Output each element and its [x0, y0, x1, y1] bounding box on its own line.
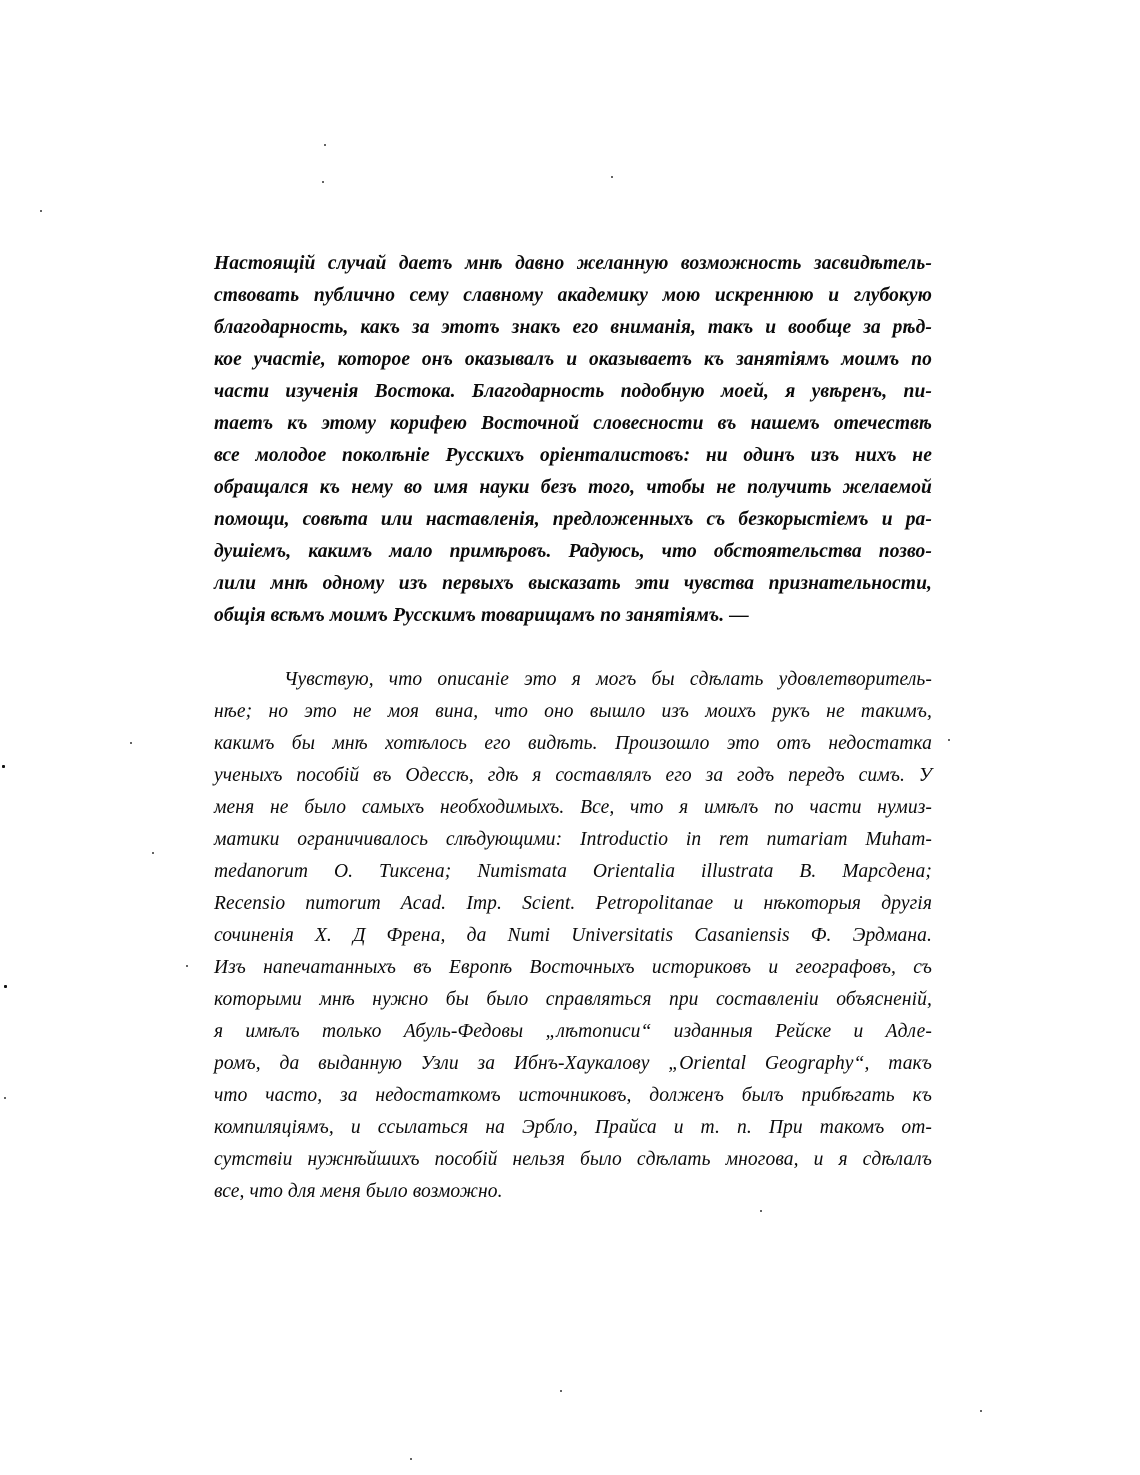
text-line: какимъ бы мнѣ хотѣлось его видѣть. Произошло это отъ недостатка [214, 733, 932, 754]
text-line: помощи, совѣта или наставленія, предложенныхъ съ безкорыстіемъ и ра- [214, 509, 932, 530]
scan-speck [760, 1210, 762, 1212]
text-line: лили мнѣ одному изъ первыхъ высказать эти чувства признательности, [214, 573, 932, 594]
paragraph-acknowledgement [214, 248, 932, 632]
scan-speck [980, 1410, 982, 1412]
text-line: Настоящій случай даетъ мнѣ давно желанную возможность засвидѣтель- [214, 253, 932, 274]
text-line: все, что для меня было возможно. [214, 1181, 503, 1202]
text-line: Изъ напечатанныхъ въ Европѣ Восточныхъ историковъ и географовъ, съ [214, 957, 932, 978]
text-line: все молодое поколѣніе Русскихъ оріенталистовъ: ни одинъ изъ нихъ не [214, 445, 932, 466]
text-line: ученыхъ пособій въ Одессѣ, гдѣ я составлялъ его за годъ передъ симъ. У [214, 765, 932, 786]
scan-speck [4, 1097, 6, 1099]
scan-speck [130, 742, 132, 744]
text-line: ромъ, да выданную Узли за Ибнъ-Хаукалову „Oriental Geography“, такъ [214, 1053, 932, 1074]
scan-speck [40, 210, 42, 212]
text-line: общія всѣмъ моимъ Русскимъ товарищамъ по занятіямъ. — [214, 605, 749, 626]
text-line: Чувствую, что описаніе это я могъ бы сдѣлать удовлетворитель- [284, 669, 932, 690]
text-line: обращался къ нему во имя науки безъ того, чтобы не получить желаемой [214, 477, 932, 498]
scan-speck [560, 1390, 562, 1392]
text-line: таетъ къ этому корифею Восточной словесности въ нашемъ отечествѣ [214, 413, 932, 434]
scan-speck [152, 852, 154, 854]
text-line: благодарность, какъ за этотъ знакъ его вниманія, такъ и вообще за рѣд- [214, 317, 932, 338]
text-line: сочиненія Х. Д Френа, да Numi Universitatis Casaniensis Ф. Эрдмана. [214, 925, 932, 946]
text-line: Recensio numorum Acad. Imp. Scient. Petropolitanae и нѣкоторыя другія [214, 893, 932, 914]
text-line: меня не было самыхъ необходимыхъ. Все, что я имѣлъ по части нумиз- [214, 797, 932, 818]
scan-speck [186, 965, 188, 967]
text-line: матики ограничивалось слѣдующими: Introductio in rem numariam Muham- [214, 829, 932, 850]
scan-speck [324, 144, 326, 146]
text-line: компиляціямъ, и ссылаться на Эрбло, Прайса и т. п. При такомъ от- [214, 1117, 932, 1138]
text-line: части изученія Востока. Благодарность подобную моей, я увѣренъ, пи- [214, 381, 932, 402]
paragraph-sources [214, 664, 932, 1208]
text-line: душіемъ, какимъ мало примѣровъ. Радуюсь, что обстоятельства позво- [214, 541, 932, 562]
scan-speck [948, 739, 950, 741]
text-line: что часто, за недостаткомъ источниковъ, долженъ былъ прибѣгать къ [214, 1085, 932, 1106]
scan-speck [410, 1458, 412, 1460]
text-line: которыми мнѣ нужно бы было справляться при составленіи объясненій, [214, 989, 932, 1010]
text-line: сутствіи нужнѣйшихъ пособій нельзя было сдѣлать многова, и я сдѣлалъ [214, 1149, 932, 1170]
text-line: я имѣлъ только Абуль-Федовы „лѣтописи“ изданныя Рейске и Адле- [214, 1021, 932, 1042]
scan-speck [611, 176, 613, 178]
scan-speck [322, 181, 324, 183]
text-line: нѣе; но это не моя вина, что оно вышло изъ моихъ рукъ не такимъ, [214, 701, 932, 722]
text-line: medanorum О. Тиксена; Numismata Orientalia illustrata В. Марсдена; [214, 861, 932, 882]
scan-speck [2, 765, 5, 768]
scan-speck [4, 985, 7, 988]
text-line: кое участіе, которое онъ оказывалъ и оказываетъ къ занятіямъ моимъ по [214, 349, 932, 370]
text-line: ствовать публично сему славному академику мою искреннюю и глубокую [214, 285, 932, 306]
